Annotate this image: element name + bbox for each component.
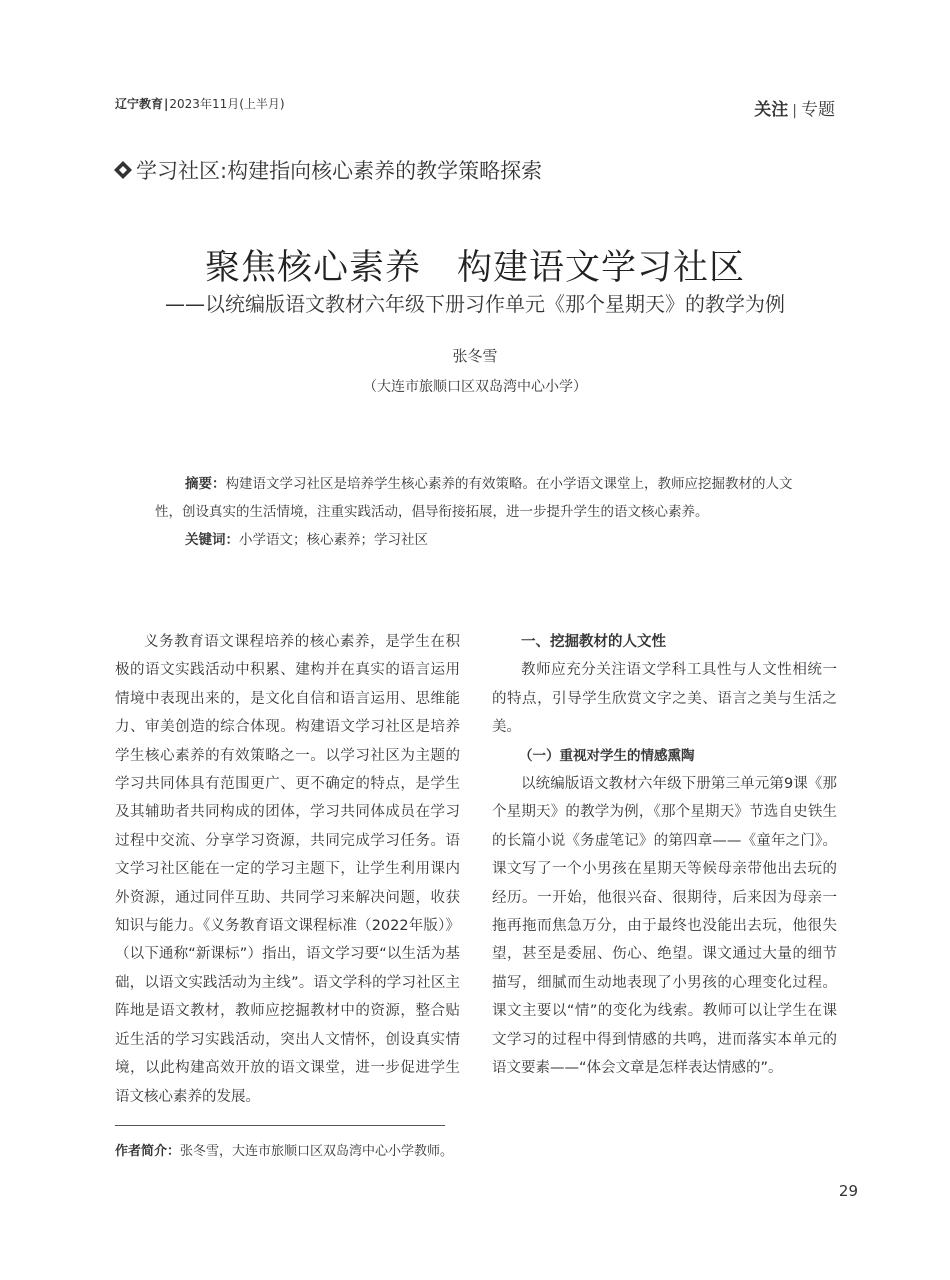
keywords-label: 关键词： [185, 532, 239, 548]
section-heading [113, 155, 542, 185]
running-header-right [754, 95, 835, 120]
heading-level-1: 一、挖掘教材的人文性 [521, 634, 666, 650]
header-divider: | [792, 103, 797, 119]
body-column-right [492, 628, 837, 1083]
running-header-left [115, 95, 285, 112]
body-column-left [115, 628, 460, 1111]
page-number: 29 [838, 1182, 858, 1200]
abstract-paragraph [155, 470, 795, 526]
heading-level-2: （一）重视对学生的情感熏陶 [519, 747, 695, 764]
diamond-bullet-icon [113, 160, 133, 180]
paragraph-2: 以统编版语文教材六年级下册第三单元第9课《那个星期天》的教学为例，《那个星期天》节选自史铁生的长篇小说《务虚笔记》的第四章——《童年之门》。课文写了一个小男孩在星期天等候母亲带他出去玩的经历。一开始，他很兴奋、很期待，后来因为母亲一拖再拖而焦急万分，由于最终也没能出去玩，他很失望，甚至是委屈、伤心、绝望。课文通过大量的细节描写，细腻而生动地表现了小男孩的心理变化过程。课文主要以“情”的变化为线索。教师可以让学生在课文学习的过程中得到情感的共鸣，进而落实本单元的语文要素——“体会文章是怎样表达情感的”。 [492, 776, 837, 1077]
footnote-divider [115, 1125, 445, 1126]
paragraph-1: 教师应充分关注语文学科工具性与人文性相统一的特点，引导学生欣赏文字之美、语言之美与生活之美。 [492, 662, 837, 736]
column-focus: 关注 [754, 100, 789, 120]
column-topic: 专题 [801, 100, 835, 120]
abstract-label: 摘要： [185, 476, 226, 492]
author-footnote [115, 1140, 453, 1159]
intro-paragraph: 义务教育语文课程培养的核心素养，是学生在积极的语文实践活动中积累、建构并在真实的语言运用情境中表现出来的，是文化自信和语言运用、思维能力、审美创造的综合体现。构建语文学习社区是培养学生核心素养的有效策略之一。以学习社区为主题的学习共同体具有范围更广、更不确定的特点，是学生及其辅助者共同构成的团体，学习共同体成员在学习过程中交流、分享学习资源，共同完成学习任务。语文学习社区能在一定的学习主题下，让学生利用课内外资源，通过同伴互助、共同学习来解决问题，收获知识与能力。《义务教育语文课程标准（2022年版）》（以下通称“新课标”）指出，语文学习要“以生活为基础，以语文实践活动为主线”。语文学科的学习社区主阵地是语文教材，教师应挖掘教材中的资源，整合贴近生活的学习实践活动，突出人文情怀，创设真实情境，以此构建高效开放的语文课堂，进一步促进学生语文核心素养的发展。 [115, 634, 460, 1105]
keywords-text: 小学语文；核心素养；学习社区 [239, 532, 428, 548]
author-name: 张冬雪 [452, 347, 498, 365]
journal-name: 辽宁教育 [115, 97, 164, 111]
article-subtitle: ——以统编版语文教材六年级下册习作单元《那个星期天》的教学为例 [165, 292, 785, 316]
footnote-text: 张冬雪，大连市旅顺口区双岛湾中心小学教师。 [180, 1144, 454, 1159]
title-part-1: 聚焦核心素养 [204, 248, 421, 288]
issue-date: 2023年11月(上半月) [169, 97, 285, 111]
header-separator: | [164, 97, 169, 111]
author-affiliation: （大连市旅顺口区双岛湾中心小学） [363, 379, 587, 395]
abstract-text: 构建语文学习社区是培养学生核心素养的有效策略。在小学语文课堂上，教师应挖掘教材的人文性，创设真实的生活情境，注重实践活动，倡导衔接拓展，进一步提升学生的语文核心素养。 [155, 476, 793, 520]
footnote-label: 作者简介： [115, 1144, 181, 1159]
article-title [0, 240, 950, 290]
title-part-2: 构建语文学习社区 [457, 248, 746, 288]
abstract-block [155, 470, 795, 554]
keywords-paragraph [155, 526, 795, 554]
section-title: 学习社区:构建指向核心素养的教学策略探索 [136, 159, 543, 183]
